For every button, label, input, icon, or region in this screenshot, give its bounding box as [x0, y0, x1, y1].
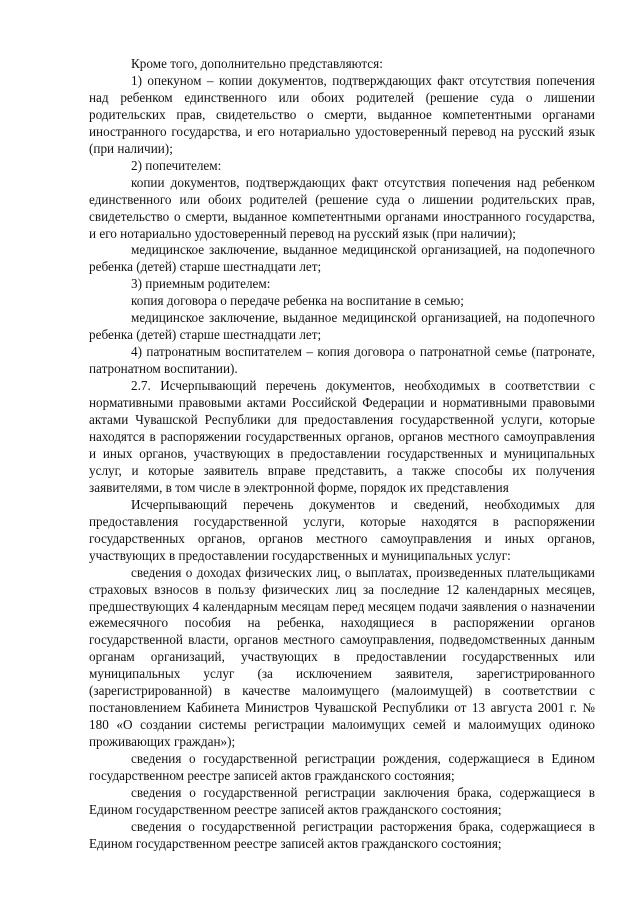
- paragraph-divorce-registration: сведения о государственной регистрации расторжения брака, содержащиеся в Едином государственном реестре записей актов гражданского состояния;: [89, 818, 595, 851]
- paragraph-foster-heading: 3) приемным родителем:: [131, 276, 271, 292]
- paragraph-exhaustive-list: Исчерпывающий перечень документов и сведений, необходимых для предоставления государственной услуги, которые находятся в распоряжении государственных органов, органов местного самоуправления и иных органов, участвующих в предоставлении государственных и муниципальных услуг:: [89, 496, 595, 563]
- paragraph-marriage-registration: сведения о государственной регистрации заключения брака, содержащиеся в Едином государственном реестре записей актов гражданского состояния;: [89, 784, 595, 817]
- paragraph-income-info: сведения о доходах физических лиц, о выплатах, произведенных плательщиками страховых взносов в пользу физических лиц за последние 12 календарных месяцев, предшествующих 4 календарным месяцам перед месяцем подачи заявления о назначении ежемесячного пособия на ребенка, находящиеся в распоряжении органов государственной власти, органов местного самоуправления, подведомственных данным органам организаций, участвующих в предоставлении государственных или муниципальных услуг (за исключением заявителя, зарегистрированного (зарегистрированной) в качестве малоимущего (малоимущей) в соответствии с постановлением Кабинета Министров Чувашской Республики от 13 августа 2001 г. № 180 «О создании системы регистрации малоимущих семей и малоимущих одиноко проживающих граждан»);: [89, 564, 595, 750]
- paragraph-birth-registration: сведения о государственной регистрации рождения, содержащиеся в Едином государственном реестре записей актов гражданского состояния;: [89, 751, 595, 784]
- paragraph-foster-medical: медицинское заключение, выданное медицинской организацией, на подопечного ребенка (детей) старше шестнадцати лет;: [89, 310, 595, 343]
- paragraph-trustee-documents: копии документов, подтверждающих факт отсутствия попечения над ребенком единственного или обоих родителей (решение суда о лишении родительских прав, свидетельство о смерти, выданное компетентными органами иностранного государства, и его нотариально удостоверенный перевод на русский язык (при наличии);: [89, 174, 595, 241]
- paragraph-trustee-heading: 2) попечителем:: [131, 157, 222, 173]
- paragraph-foster-contract: копия договора о передаче ребенка на воспитание в семью;: [131, 293, 464, 309]
- paragraph-patronage: 4) патронатным воспитателем – копия договора о патронатной семье (патронате, патронатном воспитании).: [89, 344, 595, 377]
- document-page: [89, 56, 595, 853]
- paragraph-trustee-medical: медицинское заключение, выданное медицинской организацией, на подопечного ребенка (детей) старше шестнадцати лет;: [89, 242, 595, 275]
- paragraph-guardian: 1) опекуном – копии документов, подтверждающих факт отсутствия попечения над ребенком единственного или обоих родителей (решение суда о лишении родительских прав, свидетельство о смерти, выданное компетентными органами иностранного государства, и его нотариально удостоверенный перевод на русский язык (при наличии);: [89, 72, 595, 156]
- paragraph-additional-intro: Кроме того, дополнительно представляются:: [131, 56, 383, 71]
- section-heading-2-7: 2.7. Исчерпывающий перечень документов, необходимых в соответствии с нормативными правовыми актами Российской Федерации и нормативными правовыми актами Чувашской Республики для предоставления государственной услуги, которые находятся в распоряжении государственных органов, органов местного самоуправления и иных органов, участвующих в предоставлении государственных и муниципальных услуг, и которые заявитель вправе представить, а также способы их получения заявителями, в том числе в электронной форме, порядок их представления: [89, 378, 595, 495]
